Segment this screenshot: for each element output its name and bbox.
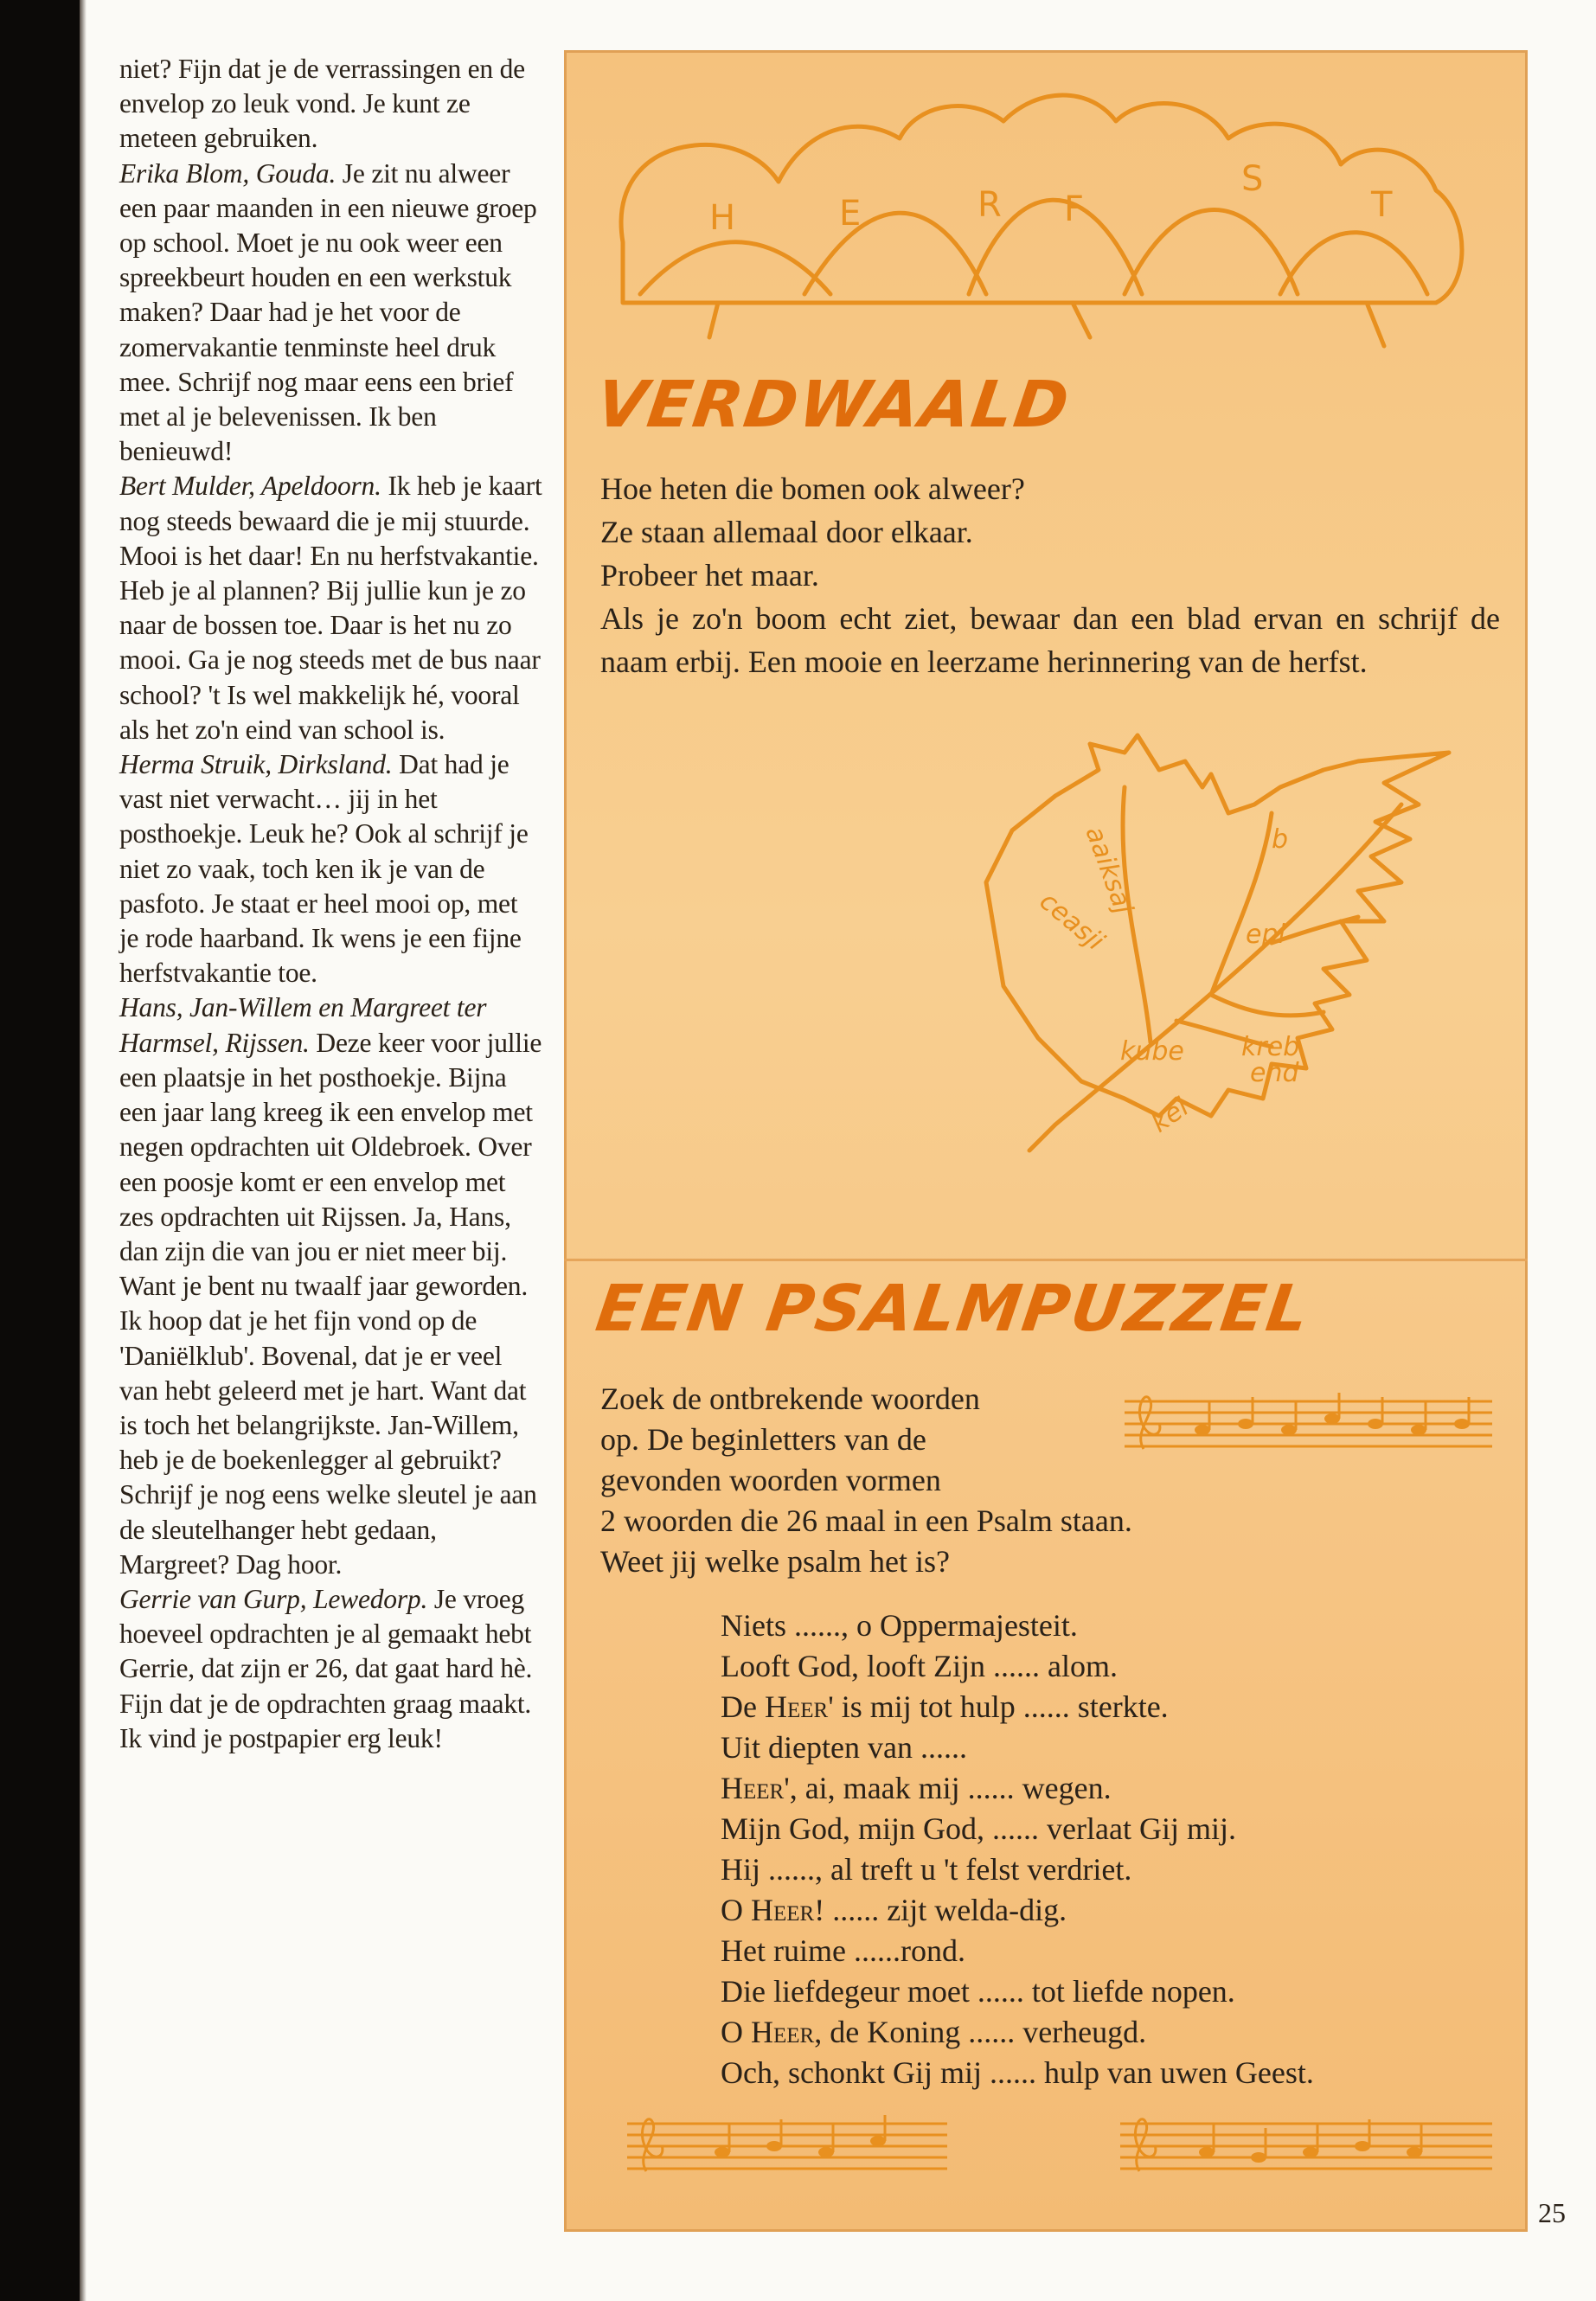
intro-line: 2 woorden die 26 maal in een Psalm staan.: [600, 1503, 1132, 1538]
letters-column: [119, 52, 543, 1756]
leaf-word: kei: [1145, 1092, 1195, 1139]
music-staff-icon: [1125, 1388, 1492, 1458]
letter-paragraph: Bert Mulder, Apeldoorn. Ik heb je kaart nog steeds bewaard die je mij stuurde. Mooi is het daar! En nu herfstvakantie. Heb je al plannen? Bij jullie kun je zo naar de bossen toe. Daar is het nu zo mooi. Ga je nog steeds met de bus naar school? 't Is wel makkelijk hé, vooral als het zo'n eind van school is.: [119, 471, 542, 745]
maple-leaf-illustration: [952, 735, 1488, 1220]
section-divider: [564, 1259, 1528, 1261]
music-staff-icon: [627, 2111, 947, 2180]
psalm-line: Looft God, looft Zijn ...... alom.: [721, 1649, 1118, 1683]
herfst-leaf-banner: [606, 87, 1488, 355]
leaf-word: kube: [1120, 1036, 1184, 1067]
music-staff-icon: [1120, 2111, 1492, 2180]
letter-paragraph: Herma Struik, Dirksland. Dat had je vast niet verwacht… jij in het posthoekje. Leuk he? Ook al schrijf je niet zo vaak, toch ken ik je van de pasfoto. Je staat er heel mooi op, met je rode haarband. Ik wens je een fijne herfstvakantie toe.: [119, 749, 529, 989]
letter-paragraph: Gerrie van Gurp, Lewedorp. Je vroeg hoeveel opdrachten je al gemaakt hebt Gerrie, dat zijn er 26, dat gaat hard hè. Fijn dat je de opdrachten graag maakt. Ik vind je postpapier erg leuk!: [119, 1583, 533, 1753]
leaf-vein: [1211, 995, 1324, 1016]
intro-line: Weet jij welke psalm het is?: [600, 1544, 950, 1579]
leaf-word: ceasji: [1033, 886, 1110, 958]
banner-leaf-stem: [1073, 303, 1090, 337]
banner-leaf-stem: [709, 303, 718, 337]
leaf-word: end: [1250, 1058, 1299, 1088]
intro-line: Zoek de ontbrekende woorden: [600, 1381, 980, 1416]
psalm-line: Niets ......, o Oppermajesteit.: [721, 1608, 1078, 1643]
letter-paragraph: Hans, Jan-Willem en Margreet ter Harmsel, Rijssen. Deze keer voor jullie een plaatsje in het posthoekje. Bijna een jaar lang kreeg ik een envelop met negen opdrachten uit Oldebroek. Over een poosje komt er een envelop met zes opdrachten uit Rijssen. Ja, Hans, dan zijn die van jou er niet meer bij. Want je bent nu twaalf jaar geworden. Ik hoop dat je het fijn vond op de 'Daniëlklub'. Bovenal, dat je er veel van hebt geleerd met je hart. Want dat is toch het belangrijkste. Jan-Willem, heb je de boekenlegger al gebruikt? Schrijf je nog eens welke sleutel je aan de sleutelhanger hebt gedaan, Margreet? Dag hoor.: [119, 992, 542, 1580]
psalm-line: De Heer' is mij tot hulp ...... sterkte.: [721, 1689, 1169, 1724]
intro-line: gevonden woorden vormen: [600, 1463, 941, 1497]
psalm-line: Die liefdegeur moet ...... tot liefde nopen.: [721, 1974, 1235, 2009]
psalm-line: Och, schonkt Gij mij ...... hulp van uwen Geest.: [721, 2055, 1314, 2090]
psalm-line: O Heer, de Koning ...... verheugd.: [721, 2015, 1147, 2049]
banner-leaf-vein: [1125, 210, 1298, 295]
banner-letter-h: H: [709, 198, 736, 238]
banner-letter-e: E: [839, 194, 862, 234]
banner-leaf-vein: [804, 213, 986, 294]
letter-paragraph: niet? Fijn dat je de verrassingen en de envelop zo leuk vond. Je kunt ze meteen gebruiken.: [119, 54, 525, 154]
banner-letter-f: F: [1064, 189, 1085, 229]
banner-leaf-vein: [640, 242, 830, 294]
leaf-word: kreb: [1241, 1032, 1300, 1062]
psalm-line: O Heer! ...... zijt welda-dig.: [721, 1893, 1067, 1927]
leaf-word: aaiksaj: [1079, 822, 1139, 919]
psalm-line: Uit diepten van ......: [721, 1730, 967, 1765]
leaf-stem: [1029, 1081, 1107, 1150]
psalmpuzzel-title: EEN PSALMPUZZEL: [591, 1272, 1315, 1346]
spine-shadow: [80, 0, 87, 2301]
verdwaald-text: [600, 467, 1500, 683]
book-spine: [0, 0, 80, 2301]
psalm-lines: [721, 1606, 1499, 2093]
banner-letter-s: S: [1241, 159, 1264, 199]
verdwaald-line: Hoe heten die bomen ook alweer?: [600, 471, 1025, 506]
psalm-line: Mijn God, mijn God, ...... verlaat Gij mij.: [721, 1811, 1236, 1846]
psalm-line: Hij ......, al treft u 't felst verdriet.: [721, 1852, 1132, 1887]
verdwaald-line: Probeer het maar.: [600, 558, 819, 593]
page-number: 25: [1538, 2197, 1566, 2228]
leaf-word: b: [1272, 824, 1289, 855]
banner-letter-t: T: [1371, 185, 1393, 225]
psalm-line: Het ruime ......rond.: [721, 1933, 965, 1968]
letter-paragraph: Erika Blom, Gouda. Je zit nu alweer een paar maanden in een nieuwe groep op school. Moet je nu ook weer een spreekbeurt houden en een werkstuk maken? Daar had je het voor de zomervakantie tenminste heel druk mee. Schrijf nog maar eens een brief met al je belevenissen. Ik ben benieuwd!: [119, 157, 537, 467]
psalm-line: Heer', ai, maak mij ...... wegen.: [721, 1771, 1112, 1805]
leaf-vein: [1123, 787, 1151, 1042]
leaf-word: epi: [1246, 920, 1285, 950]
verdwaald-line: Ze staan allemaal door elkaar.: [600, 515, 973, 549]
intro-line: op. De beginletters van de: [600, 1422, 926, 1457]
banner-leaf-stem: [1367, 303, 1384, 346]
banner-leaf-vein: [1280, 233, 1427, 294]
banner-letter-r: R: [977, 185, 1002, 225]
verdwaald-title: VERDWAALD: [591, 368, 1075, 442]
verdwaald-paragraph: Als je zo'n boom echt ziet, bewaar dan een blad ervan en schrijf de naam erbij. Een mooie en leerzame herinnering van de herfst.: [600, 601, 1500, 679]
banner-leaf-outline: [621, 95, 1462, 303]
